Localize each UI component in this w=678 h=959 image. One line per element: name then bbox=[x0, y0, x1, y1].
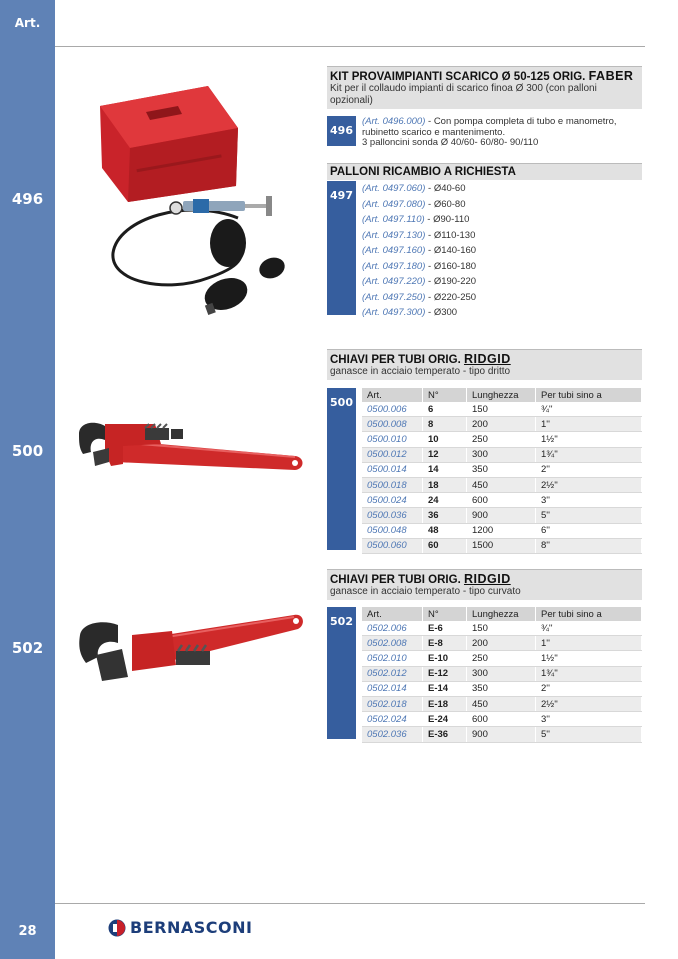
section-496-description: (Art. 0496.000) - Con pompa completa di tubo e manometro, rubinetto scarico e mantenimento. 3 palloncini sonda Ø 40/60- 60/80- 90/110 bbox=[362, 116, 617, 148]
section-496-title: KIT PROVAIMPIANTI SCARICO Ø 50-125 ORIG. FABER bbox=[330, 69, 634, 83]
table-row: 0500.010 10 250 1½'' bbox=[362, 432, 642, 447]
col-header-length: Lunghezza bbox=[467, 607, 536, 621]
table-row: 0500.008 8 200 1'' bbox=[362, 417, 642, 432]
table-row: 0500.024 24 600 3'' bbox=[362, 493, 642, 508]
table-header-row bbox=[362, 388, 642, 402]
table-row: 0502.014 E-14 350 2'' bbox=[362, 681, 642, 696]
table-row: 0502.008 E-8 200 1'' bbox=[362, 636, 642, 651]
logo-mark-icon bbox=[108, 919, 126, 937]
section-497-header bbox=[327, 163, 642, 180]
list-item: (Art. 0497.300) - Ø300 bbox=[362, 307, 458, 318]
sidebar bbox=[0, 0, 55, 959]
table-row: 0500.060 60 1500 8'' bbox=[362, 538, 642, 553]
col-header-art: Art. bbox=[362, 388, 423, 402]
brand-ridgid: RIDGID bbox=[463, 352, 511, 366]
offset-pipe-wrench-image bbox=[72, 605, 307, 687]
col-header-length: Lunghezza bbox=[467, 388, 536, 402]
col-header-n: N° bbox=[423, 388, 467, 402]
sidebar-code-496: 496 bbox=[11, 190, 44, 208]
brand-ridgid: RIDGID bbox=[463, 572, 511, 586]
col-header-n: N° bbox=[423, 607, 467, 621]
table-row: 0502.024 E-24 600 3'' bbox=[362, 712, 642, 727]
code-tab-497: 497 bbox=[327, 181, 356, 315]
code-tab-496: 496 bbox=[327, 116, 356, 146]
bottom-rule bbox=[55, 903, 645, 904]
table-row: 0500.048 48 1200 6'' bbox=[362, 523, 642, 538]
list-item: (Art. 0497.180) - Ø160-180 bbox=[362, 260, 477, 272]
list-item: (Art. 0497.080) - Ø60-80 bbox=[362, 198, 466, 210]
table-row: 0502.018 E-18 450 2½'' bbox=[362, 696, 642, 711]
page-number: 28 bbox=[18, 924, 37, 939]
section-500-subtitle: ganasce in acciaio temperato - tipo dritto bbox=[330, 366, 511, 377]
section-502-header bbox=[327, 569, 642, 600]
spare-balloons-list bbox=[362, 181, 644, 321]
brand-faber: FABER bbox=[588, 69, 634, 83]
top-rule bbox=[55, 46, 645, 47]
col-header-art: Art. bbox=[362, 607, 423, 621]
col-header-pipe-size: Per tubi sino a bbox=[536, 607, 642, 621]
art-ref-0496[interactable]: (Art. 0496.000) bbox=[362, 116, 426, 127]
list-item: (Art. 0497.130) - Ø110-130 bbox=[362, 229, 476, 241]
table-row: 0502.006 E-6 150 ¾'' bbox=[362, 621, 642, 636]
list-item: (Art. 0497.220) - Ø190-220 bbox=[362, 276, 477, 287]
table-row: 0502.010 E-10 250 1½'' bbox=[362, 651, 642, 666]
table-row: 0500.006 6 150 ¾'' bbox=[362, 402, 642, 417]
table-row: 0500.036 36 900 5'' bbox=[362, 508, 642, 523]
brand-logo bbox=[108, 918, 252, 937]
table-row: 0500.012 12 300 1¾'' bbox=[362, 447, 642, 462]
col-header-pipe-size: Per tubi sino a bbox=[536, 388, 642, 402]
section-497-title: PALLONI RICAMBIO A RICHIESTA bbox=[330, 166, 516, 178]
test-kit-image bbox=[88, 68, 303, 323]
list-item: (Art. 0497.060) - Ø40-60 bbox=[362, 183, 466, 194]
table-row: 0502.036 E-36 900 5'' bbox=[362, 727, 642, 742]
table-row: 0500.018 18 450 2½'' bbox=[362, 477, 642, 492]
table-row: 0502.012 E-12 300 1¾'' bbox=[362, 666, 642, 681]
list-item: (Art. 0497.250) - Ø220-250 bbox=[362, 291, 477, 303]
list-item: (Art. 0497.160) - Ø140-160 bbox=[362, 245, 477, 256]
table-row: 0500.014 14 350 2'' bbox=[362, 462, 642, 477]
table-502 bbox=[362, 607, 642, 743]
code-tab-500: 500 bbox=[327, 388, 356, 550]
sidebar-code-502: 502 bbox=[11, 639, 44, 657]
section-496-header bbox=[327, 66, 642, 109]
code-tab-502: 502 bbox=[327, 607, 356, 739]
table-header-row bbox=[362, 607, 642, 621]
list-item: (Art. 0497.110) - Ø90-110 bbox=[362, 214, 470, 225]
straight-pipe-wrench-image bbox=[75, 412, 307, 484]
section-496-subtitle: Kit per il collaudo impianti di scarico finoa Ø 300 (con palloni opzionali) bbox=[330, 83, 597, 106]
section-500-title: CHIAVI PER TUBI ORIG. RIDGID bbox=[330, 352, 511, 366]
section-502-subtitle: ganasce in acciaio temperato - tipo curvato bbox=[330, 586, 521, 597]
sidebar-code-500: 500 bbox=[11, 442, 44, 460]
section-502-title: CHIAVI PER TUBI ORIG. RIDGID bbox=[330, 572, 511, 586]
logo-text: BERNASCONI bbox=[130, 918, 253, 937]
table-500 bbox=[362, 388, 642, 554]
section-500-header bbox=[327, 349, 642, 380]
sidebar-header: Art. bbox=[14, 16, 41, 30]
